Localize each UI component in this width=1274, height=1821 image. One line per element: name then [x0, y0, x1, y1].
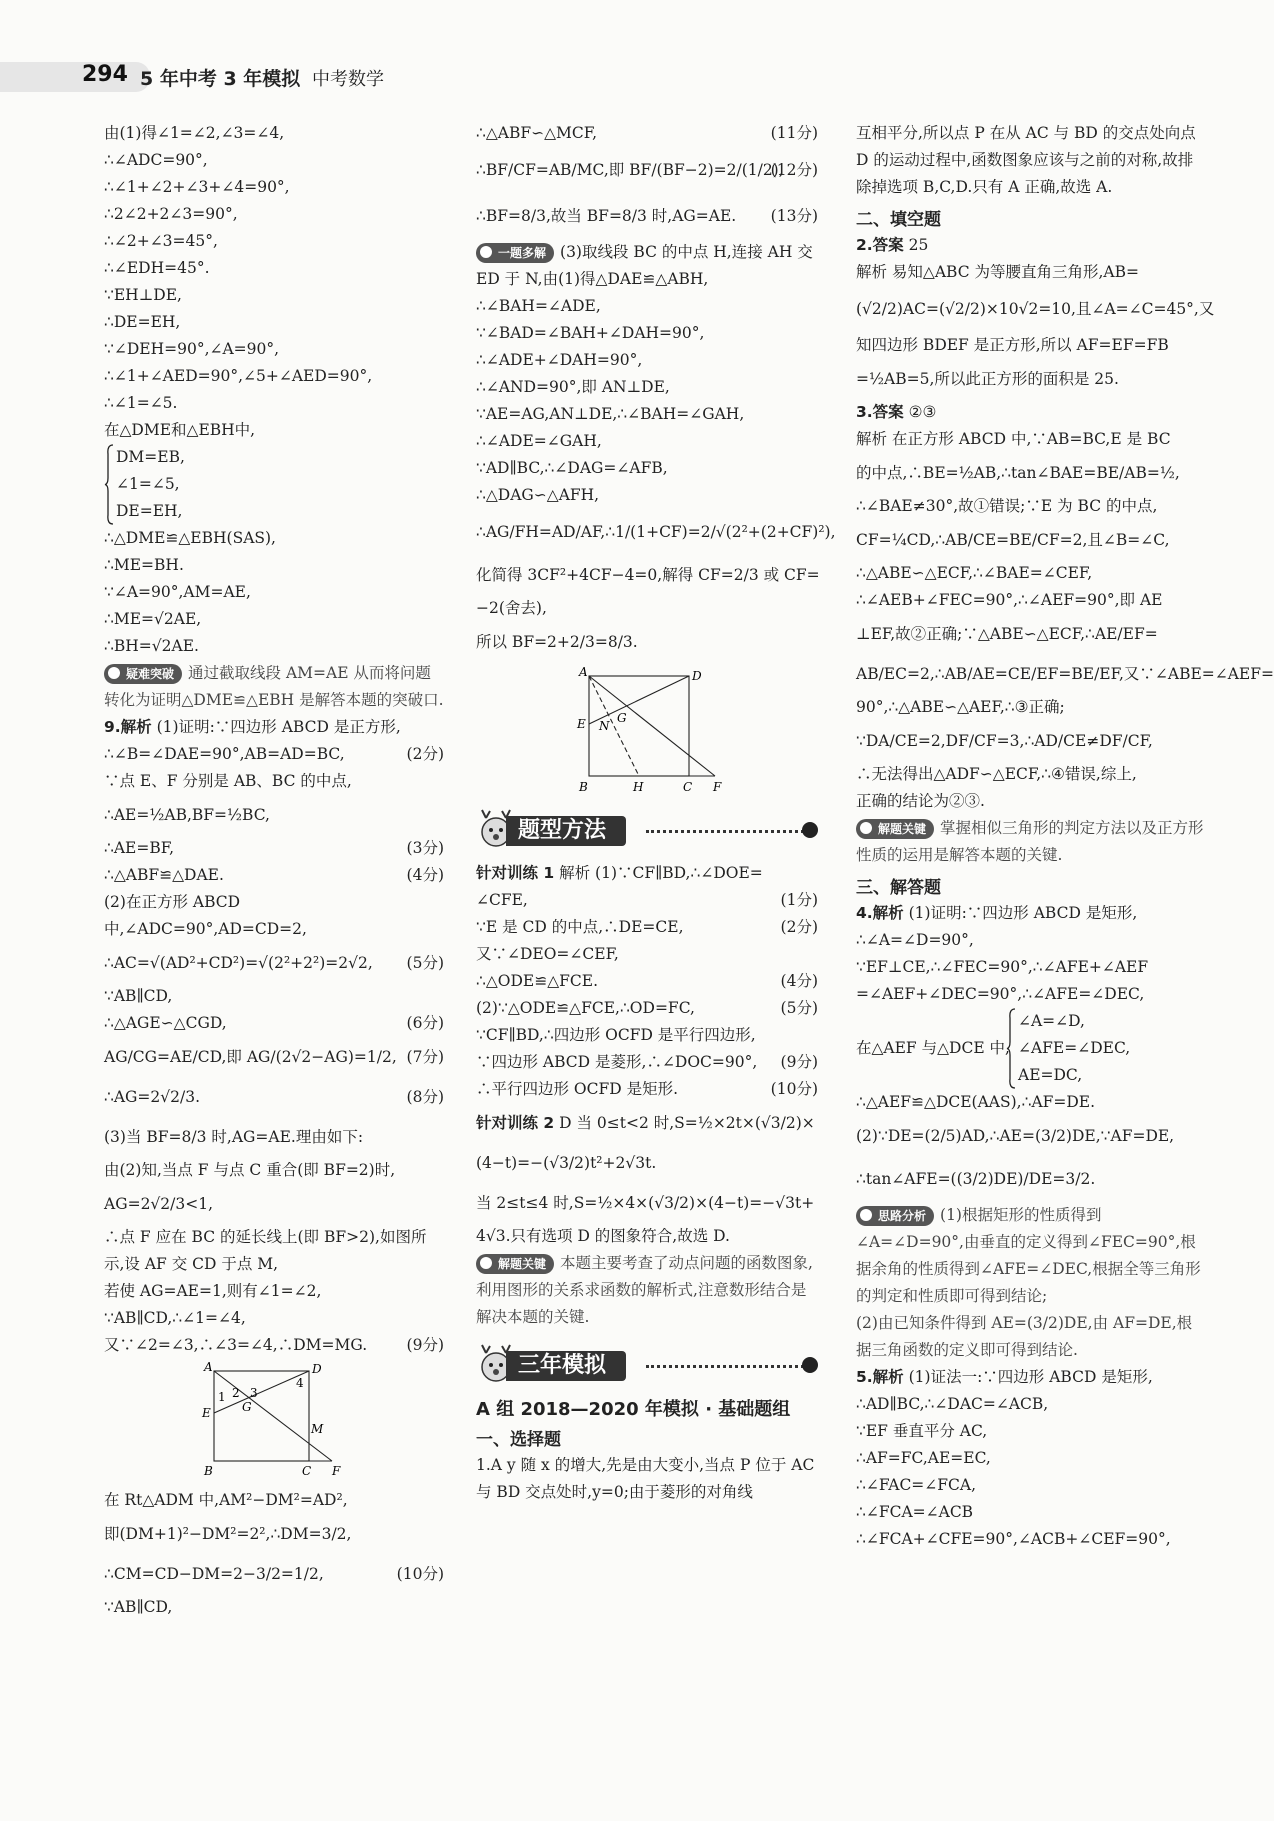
- line-text: ∵点 E、F 分别是 AB、BC 的中点,: [104, 772, 352, 790]
- line-text: (1)证法一:∵四边形 ABCD 是矩形,: [908, 1368, 1153, 1386]
- label-f: F: [332, 1464, 341, 1478]
- line-text: 即(DM+1)²−DM²=2²,∴DM=3/2,: [104, 1525, 352, 1543]
- line-text: ∴∠B=∠DAE=90°,AB=AD=BC,: [104, 745, 345, 763]
- label-n: N: [599, 719, 610, 733]
- proof-line: [104, 835, 444, 862]
- line-text: (2)在正方形 ABCD 中,∠ADC=90°,AD=CD=2,: [104, 893, 307, 938]
- proof-line: [104, 795, 444, 835]
- label-g: G: [242, 1400, 252, 1414]
- text-line: 化简得 3CF²+4CF−4=0,解得 CF=2/3 或 CF=: [476, 566, 820, 584]
- banner-title: 三年模拟: [506, 1351, 626, 1381]
- geometry-figure-multi: [567, 666, 727, 796]
- question-3-head: [856, 399, 1204, 426]
- line-text: 又∵∠DEO=∠CEF,: [476, 945, 619, 963]
- score: (10分): [770, 1080, 818, 1098]
- text-line: ∴ME=BH.: [104, 556, 184, 574]
- line-text: ∵E 是 CD 的中点,∴DE=CE,: [476, 918, 684, 936]
- proof-line: [104, 1184, 444, 1224]
- label-b: B: [204, 1464, 213, 1478]
- answer-value: ②③: [908, 403, 937, 421]
- text-line: =½AB=5,所以此正方形的面积是 25.: [856, 370, 1119, 388]
- line-text: 解析 (1)∵CF∥BD,∴∠DOE=: [559, 864, 763, 882]
- line-text: ∵AB∥CD,: [104, 987, 173, 1005]
- score: (3分): [406, 839, 444, 857]
- label-f: F: [713, 780, 722, 794]
- banner-dotted-line: [646, 1365, 804, 1368]
- text-line: ∴AD∥BC,∴∠DAC=∠ACB,: [856, 1395, 1049, 1413]
- line-text: (3)当 BF=8/3 时,AG=AE.理由如下:: [104, 1128, 364, 1146]
- line-text: ∴CM=CD−DM=2−3/2=1/2,: [104, 1565, 324, 1583]
- proof-line: [104, 768, 444, 795]
- label-b: B: [579, 780, 588, 794]
- text-line: 当 2≤t≤4 时,S=½×4×(√3/2)×(4−t)=−√3t+: [476, 1194, 815, 1212]
- tip-thinking: [856, 1202, 1204, 1310]
- score: (12分): [770, 161, 818, 179]
- proof-line: [476, 193, 818, 239]
- text-line: ∵EH⊥DE,: [104, 286, 182, 304]
- banner-title: 题型方法: [506, 816, 626, 846]
- section-heading: 一、选择题: [476, 1430, 561, 1450]
- text-line: −2(舍去),: [476, 599, 547, 617]
- line-text: ∴△ODE≌△FCE.: [476, 972, 598, 990]
- text-line: ∵∠A=90°,AM=AE,: [104, 583, 251, 601]
- line-text: ∴BF/CF=AB/MC,即 BF/(BF−2)=2/(1/2),: [476, 161, 784, 179]
- proof-line: [104, 1224, 444, 1278]
- system-line: DE=EH,: [116, 502, 183, 520]
- score: (1分): [780, 891, 818, 909]
- brace-icon: [104, 444, 114, 525]
- proof-line: [104, 1487, 444, 1514]
- proof-line: [476, 1022, 818, 1049]
- system-line: ∠AFE=∠DEC,: [1018, 1039, 1131, 1057]
- line-text: AG/CG=AE/CD,即 AG/(2√2−AG)=1/2,: [104, 1048, 397, 1066]
- line-text: (2)∵△ODE≌△FCE,∴OD=FC,: [476, 999, 695, 1017]
- page-number: 294: [82, 62, 128, 87]
- tip-tag: 疑难突破: [104, 664, 182, 684]
- text-line: ∴∠FCA=∠ACB: [856, 1503, 974, 1521]
- proof-line: [104, 983, 444, 1010]
- column-1: [104, 120, 444, 1621]
- text-line: ∴AG/FH=AD/AF,∴1/(1+CF)=2/√(2²+(2+CF)²),: [476, 523, 836, 541]
- text-line: ∵AE=AG,AN⊥DE,∴∠BAH=∠GAH,: [476, 405, 745, 423]
- text-line: ∴2∠2+2∠3=90°,: [104, 205, 238, 223]
- text-line: ∴∠1=∠5.: [104, 394, 178, 412]
- line-text: ∠CFE,: [476, 891, 528, 909]
- text-line: ∴∠FAC=∠FCA,: [856, 1476, 977, 1494]
- text-line: 90°,∴△ABE∽△AEF,∴③正确;: [856, 698, 1065, 716]
- proof-line: [104, 1037, 444, 1077]
- text-line: ∴∠FCA+∠CFE=90°,∠ACB+∠CEF=90°,: [856, 1530, 1171, 1548]
- text-line: CF=¼CD,∴AB/CE=BE/CF=2,且∠B=∠C,: [856, 531, 1170, 549]
- score: (5分): [406, 954, 444, 972]
- line-text: ∴△ABF≌△DAE.: [104, 866, 224, 884]
- text-line: =∠AEF+∠DEC=90°,∴∠AFE=∠DEC,: [856, 985, 1145, 1003]
- score: (9分): [780, 1053, 818, 1071]
- text-line: ∴△DAG∽△AFH,: [476, 486, 600, 504]
- proof-line: [104, 1554, 444, 1594]
- text-line: 由(1)得∠1=∠2,∠3=∠4,: [104, 124, 285, 142]
- score: (7分): [406, 1048, 444, 1066]
- label-angle-2: 2: [232, 1386, 240, 1400]
- text-line: 解析 在正方形 ABCD 中,∵AB=BC,E 是 BC: [856, 430, 1171, 448]
- line-af: [214, 1371, 332, 1461]
- text-line: (√2/2)AC=(√2/2)×10√2=10,且∠A=∠C=45°,又: [856, 300, 1215, 318]
- proof-line: [104, 1332, 444, 1359]
- tip-multi-solution: [476, 239, 818, 293]
- score: (13分): [770, 207, 818, 225]
- line-text: ∵AB∥CD,∴∠1=∠4,: [104, 1309, 246, 1327]
- line-text: AG=2√2/3<1,: [104, 1195, 214, 1213]
- text-line: 在△DME和△EBH中,: [104, 421, 256, 439]
- group-heading: A 组 2018—2020 年模拟 · 基础题组: [476, 1399, 791, 1420]
- line-text: ∴AE=½AB,BF=½BC,: [104, 806, 270, 824]
- square-abcd: [214, 1371, 309, 1461]
- score: (4分): [780, 972, 818, 990]
- text-line: ∵EF 垂直平分 AC,: [856, 1422, 988, 1440]
- text-line: 解析 易知△ABC 为等腰直角三角形,AB=: [856, 263, 1140, 281]
- score: (4分): [406, 866, 444, 884]
- column-2: [476, 120, 836, 1506]
- text-line: ∵∠BAD=∠BAH+∠DAH=90°,: [476, 324, 705, 342]
- line-text: ∵AB∥CD,: [104, 1598, 173, 1616]
- text-line: ∴∠A=∠D=90°,: [856, 931, 974, 949]
- score: (5分): [780, 999, 818, 1017]
- score: (9分): [406, 1336, 444, 1354]
- text-line: ∴△AEF≌△DCE(AAS),∴AF=DE.: [856, 1093, 1096, 1111]
- system-line: ∠A=∠D,: [1018, 1012, 1085, 1030]
- system-line: AE=DC,: [1018, 1066, 1083, 1084]
- text-line: ∴∠2+∠3=45°,: [104, 232, 218, 250]
- line-text: D 当 0≤t<2 时,S=½×2t×(√3/2)×: [559, 1114, 815, 1132]
- proof-line: [104, 943, 444, 983]
- system-lead: 在△AEF 与△DCE 中,: [856, 1039, 1010, 1057]
- text-line: 知四边形 BDEF 是正方形,所以 AF=EF=FB: [856, 336, 1169, 354]
- text-line: ∴DE=EH,: [104, 313, 181, 331]
- label-e: E: [202, 1406, 211, 1420]
- question-1: 1.A y 随 x 的增大,先是由大变小,当点 P 位于 AC 与 BD 交点处时,y=0;由于菱形的对角线: [476, 1456, 815, 1501]
- line-text: ∵四边形 ABCD 是菱形,∴∠DOC=90°,: [476, 1053, 758, 1071]
- col1-block-a: [104, 120, 444, 444]
- proof-line: [104, 862, 444, 889]
- tip-text: 本题主要考查了动点问题的函数图象,利用图形的关系求函数的解析式,注意数形结合是解决本题的关键.: [476, 1254, 813, 1326]
- equation-system: [104, 444, 444, 525]
- question-9-head: [104, 714, 444, 741]
- text-line: ∴∠AND=90°,即 AN⊥DE,: [476, 378, 670, 396]
- proof-line: [476, 941, 818, 968]
- text-line: ∴AF=FC,AE=EC,: [856, 1449, 991, 1467]
- label-d: D: [692, 669, 702, 683]
- text-line: ∵DA/CE=2,DF/CF=3,∴AD/CE≠DF/CF,: [856, 732, 1153, 750]
- tip-tag: 思路分析: [856, 1206, 934, 1226]
- question-5-head: [856, 1364, 1204, 1391]
- tip-text: (1)根据矩形的性质得到∠A=∠D=90°,由垂直的定义得到∠FEC=90°,根据余角的性质得到∠AFE=∠DEC,根据全等三角形的判定和性质即可得到结论;: [856, 1206, 1201, 1305]
- question-label: 5.解析: [856, 1368, 904, 1386]
- text-line: ∴ME=√2AE,: [104, 610, 202, 628]
- tip-tag: 解题关键: [476, 1254, 554, 1274]
- line-text: 又∵∠2=∠3,∴∠3=∠4,∴DM=MG.: [104, 1336, 368, 1354]
- column-3: [856, 120, 1274, 1553]
- proof-line: [476, 120, 818, 147]
- tip-text: 掌握相似三角形的判定方法以及正方形性质的运用是解答本题的关键.: [856, 819, 1204, 864]
- section-banner-methods: [476, 808, 818, 852]
- question-label: 4.解析: [856, 904, 904, 922]
- proof-line: [476, 1076, 818, 1103]
- proof-line: [104, 1594, 444, 1621]
- tip-text: (3)取线段 BC 的中点 H,连接 AH 交 ED 于 N,由(1)得△DAE≌△ABH,: [476, 243, 813, 288]
- text-line: ∴∠ADC=90°,: [104, 151, 208, 169]
- proof-line: [104, 1157, 444, 1184]
- tip-tag: 解题关键: [856, 819, 934, 839]
- label-a: A: [204, 1360, 213, 1374]
- text-line: 正确的结论为②③.: [856, 792, 985, 810]
- proof-line: [104, 1117, 444, 1157]
- subject-label: 中考数学: [312, 69, 384, 90]
- label-g: G: [617, 711, 627, 725]
- text-line: ∴∠1+∠2+∠3+∠4=90°,: [104, 178, 290, 196]
- label-angle-1: 1: [218, 1390, 226, 1404]
- proof-line: [104, 741, 444, 768]
- equation-system: [856, 1008, 1204, 1089]
- question-4-head: [856, 900, 1204, 927]
- text-line: ∴∠1+∠AED=90°,∠5+∠AED=90°,: [104, 367, 373, 385]
- training-1-head: [476, 860, 818, 887]
- label-a: A: [579, 665, 588, 679]
- proof-line: [104, 1077, 444, 1117]
- tip-text: 通过截取线段 AM=AE 从而将问题转化为证明△DME≌△EBH 是解答本题的突破口.: [104, 664, 444, 709]
- text-line: ∵∠DEH=90°,∠A=90°,: [104, 340, 280, 358]
- section-heading: 二、填空题: [856, 210, 941, 230]
- text-line: ∴∠AEB+∠FEC=90°,∴∠AEF=90°,即 AE: [856, 591, 1163, 609]
- label-d: D: [312, 1362, 322, 1376]
- system-line: ∠1=∠5,: [116, 475, 180, 493]
- label-c: C: [302, 1464, 312, 1478]
- proof-line: [104, 1514, 444, 1554]
- text-line: 的中点,∴BE=½AB,∴tan∠BAE=BE/AB=½,: [856, 464, 1180, 482]
- question-label: 9.解析: [104, 718, 152, 736]
- text-line: ∴△DME≌△EBH(SAS),: [104, 529, 276, 547]
- text-line: ∴∠ADE+∠DAH=90°,: [476, 351, 643, 369]
- text-line: ∴BH=√2AE.: [104, 637, 199, 655]
- text-line: ∴无法得出△ADF∽△ECF,∴④错误,综上,: [856, 765, 1137, 783]
- page-header: [0, 52, 1250, 100]
- section-banner-three-years: [476, 1343, 818, 1387]
- proof-line: [476, 914, 818, 941]
- system-line: DM=EB,: [116, 448, 185, 466]
- text-line: (2)∵DE=(2/5)AD,∴AE=(3/2)DE,∵AF=DE,: [856, 1127, 1175, 1145]
- label-h: H: [633, 780, 644, 794]
- line-text: ∵CF∥BD,∴四边形 OCFD 是平行四边形,: [476, 1026, 756, 1044]
- banner-dot: [802, 822, 818, 838]
- text-line: ∵EF⊥CE,∴∠FEC=90°,∴∠AFE+∠AEF: [856, 958, 1149, 976]
- text-line: ∴∠BAH=∠ADE,: [476, 297, 601, 315]
- line-text: ∴平行四边形 OCFD 是矩形.: [476, 1080, 679, 1098]
- score: (8分): [406, 1088, 444, 1106]
- label-angle-4: 4: [296, 1376, 304, 1390]
- proof-line: [476, 887, 818, 914]
- banner-dot: [802, 1357, 818, 1373]
- score: (2分): [780, 918, 818, 936]
- line-text: 若使 AG=AE=1,则有∠1=∠2,: [104, 1282, 322, 1300]
- text-line: 4√3.只有选项 D 的图象符合,故选 D.: [476, 1227, 730, 1245]
- tip-text-line: (2)由已知条件得到 AE=(3/2)DE,由 AF=DE,根据三角函数的定义即可得到结论.: [856, 1314, 1193, 1359]
- label-m: M: [311, 1422, 324, 1436]
- text-line: ∴tan∠AFE=((3/2)DE)/DE=3/2.: [856, 1170, 1096, 1188]
- proof-line: [104, 1010, 444, 1037]
- text-line: ∴∠BAE≠30°,故①错误;∵E 为 BC 的中点,: [856, 497, 1158, 515]
- line-text: ∴AC=√(AD²+CD²)=√(2²+2²)=2√2,: [104, 954, 373, 972]
- proof-line: [104, 889, 444, 943]
- text-line: (1)证明:∵四边形 ABCD 是正方形,: [156, 718, 401, 736]
- score: (11分): [770, 124, 818, 142]
- line-text: ∴△ABF∽△MCF,: [476, 124, 598, 142]
- score: (10分): [396, 1565, 444, 1583]
- tip-tag: 一题多解: [476, 243, 554, 263]
- line-text: (1)证明:∵四边形 ABCD 是矩形,: [908, 904, 1138, 922]
- label-e: E: [577, 717, 586, 731]
- geometry-figure-q9: [194, 1360, 354, 1483]
- training-label: 针对训练 1: [476, 864, 555, 882]
- proof-line: [104, 1278, 444, 1305]
- question-2-head: [856, 232, 1204, 259]
- text-line: ∴∠ADE=∠GAH,: [476, 432, 602, 450]
- answer-value: 25: [908, 236, 929, 254]
- proof-line: [104, 1305, 444, 1332]
- proof-line: [476, 147, 818, 193]
- tip-key-2: [856, 815, 1204, 869]
- text-paragraph: 互相平分,所以点 P 在从 AC 与 BD 的交点处向点 D 的运动过程中,函数图象应该与之前的对称,故排除掉选项 B,C,D.只有 A 正确,故选 A.: [856, 124, 1196, 196]
- book-title: 5 年中考 3 年模拟: [140, 68, 301, 90]
- line-text: ∴点 F 应在 BC 的延长线上(即 BF>2),如图所示,设 AF 交 CD 于点 M,: [104, 1228, 427, 1273]
- score: (6分): [406, 1014, 444, 1032]
- text-line: (4−t)=−(√3/2)t²+2√3t.: [476, 1154, 657, 1172]
- tip-difficulty: [104, 660, 444, 714]
- answer-label: 2.答案: [856, 236, 904, 254]
- text-line: ∴∠EDH=45°.: [104, 259, 210, 277]
- text-line: AB/EC=2,∴AB/AE=CE/EF=BE/EF,又∵∠ABE=∠AEF=: [856, 665, 1274, 683]
- line-text: 由(2)知,当点 F 与点 C 重合(即 BF=2)时,: [104, 1161, 396, 1179]
- line-text: ∴AG=2√2/3.: [104, 1088, 201, 1106]
- answer-label: 3.答案: [856, 403, 904, 421]
- proof-line: [476, 1049, 818, 1076]
- line-text: ∴△AGE∽△CGD,: [104, 1014, 227, 1032]
- label-c: C: [683, 780, 693, 794]
- score: (2分): [406, 745, 444, 763]
- label-angle-3: 3: [250, 1386, 258, 1400]
- proof-line: [476, 968, 818, 995]
- text-line: ∴△ABE∽△ECF,∴∠BAE=∠CEF,: [856, 564, 1093, 582]
- banner-dotted-line: [646, 830, 804, 833]
- section-heading: 三、解答题: [856, 878, 941, 898]
- text-line: ∵AD∥BC,∴∠DAG=∠AFB,: [476, 459, 668, 477]
- tip-key: [476, 1250, 818, 1331]
- line-text: ∴BF=8/3,故当 BF=8/3 时,AG=AE.: [476, 207, 737, 225]
- line-text: 在 Rt△ADM 中,AM²−DM²=AD²,: [104, 1491, 348, 1509]
- proof-line: [476, 995, 818, 1022]
- training-label: 针对训练 2: [476, 1114, 555, 1132]
- line-text: ∴AE=BF,: [104, 839, 175, 857]
- training-2-head: [476, 1103, 818, 1143]
- text-line: 所以 BF=2+2/3=8/3.: [476, 633, 638, 651]
- brace-icon: [1006, 1008, 1016, 1089]
- text-line: ⊥EF,故②正确;∵△ABE∽△ECF,∴AE/EF=: [856, 625, 1158, 643]
